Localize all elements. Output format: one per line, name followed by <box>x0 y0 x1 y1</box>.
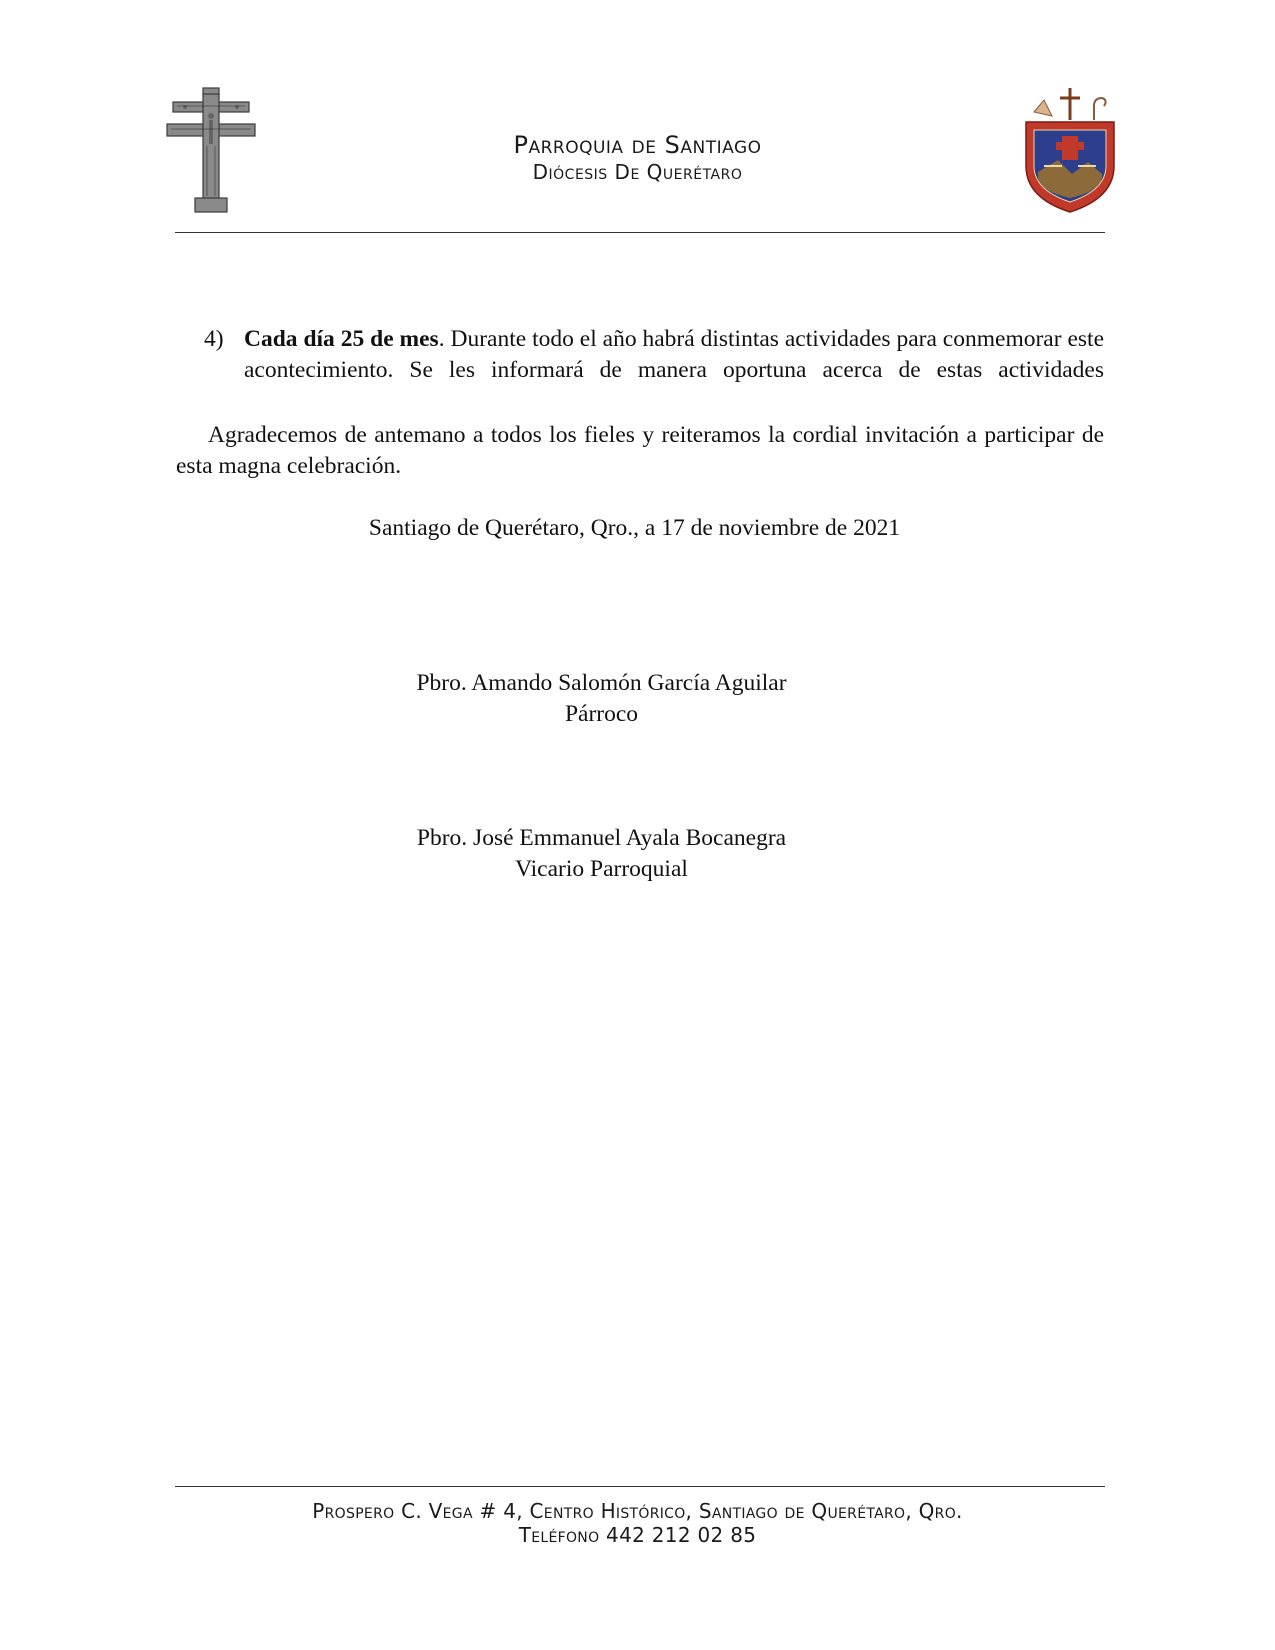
list-item-heading: Cada día 25 de mes <box>244 326 439 352</box>
signature-role-1: Párroco <box>564 701 639 727</box>
header-divider <box>175 232 1105 233</box>
footer-phone: Teléfono 442 212 02 85 <box>518 1523 757 1547</box>
signature-name-1: Pbro. Amando Salomón García Aguilar <box>416 670 787 696</box>
place-date: Santiago de Querétaro, Qro., a 17 de noviembre de 2021 <box>368 515 901 541</box>
list-item <box>204 324 1104 386</box>
footer-divider <box>175 1486 1105 1487</box>
closing-paragraph: Agradecemos de antemano a todos los fieles y reiteramos la cordial invitación a participar de esta magna celebración. <box>176 422 1104 479</box>
diocese-subtitle: Diócesis De Querétaro <box>532 160 743 184</box>
list-item-number: 4) <box>204 326 224 352</box>
coat-of-arms-icon <box>1022 86 1118 214</box>
list-item-text <box>244 324 1104 386</box>
footer <box>0 1499 1275 1547</box>
parish-title: Parroquia de Santiago <box>513 131 762 159</box>
footer-address: Prospero C. Vega # 4, Centro Histórico, Santiago de Querétaro, Qro. <box>312 1499 963 1523</box>
signature-role-2: Vicario Parroquial <box>515 856 688 882</box>
signature-name-2: Pbro. José Emmanuel Ayala Bocanegra <box>416 825 787 851</box>
list-item-body: . Durante todo el año habrá distintas actividades para conmemorar este acontecimiento. Se les informará de manera oportuna acerca de estas actividades <box>244 326 1105 383</box>
